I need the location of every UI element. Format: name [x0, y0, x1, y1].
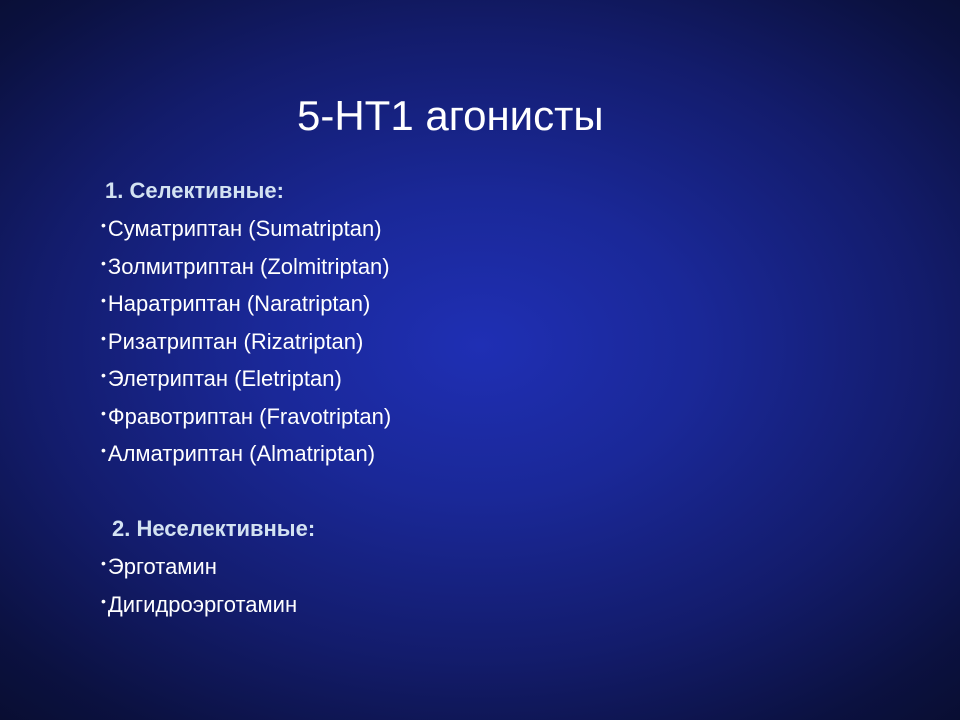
list-item-text: Золмитриптан (Zolmitriptan) [107, 253, 390, 279]
list-item-text: Элетриптан (Eletriptan) [107, 366, 342, 391]
list-item-text: Алматриптан (Almatriptan) [107, 441, 376, 466]
bullet-icon: • [101, 555, 106, 571]
section-heading-selective: 1. Селективные: [105, 178, 284, 203]
list-item-text: Фравотриптан (Fravotriptan) [107, 403, 392, 429]
section-heading-nonselective: 2. Неселективные: [112, 516, 316, 541]
nonselective-drug-list [101, 550, 297, 625]
bullet-icon: • [101, 292, 106, 308]
bullet-icon: • [101, 254, 106, 271]
list-item [101, 250, 391, 288]
list-item [101, 362, 391, 400]
list-item [101, 325, 391, 363]
bullet-icon: • [101, 329, 106, 346]
bullet-icon: • [101, 404, 106, 421]
bullet-icon: • [101, 592, 106, 609]
list-item-text: Суматриптан (Sumatriptan) [107, 216, 382, 241]
list-item [101, 212, 391, 250]
slide-title: 5-HT1 агонисты [297, 92, 604, 139]
list-item [101, 588, 297, 626]
list-item [101, 400, 391, 438]
list-item-text: Дигидроэрготамин [107, 591, 298, 617]
list-item [101, 437, 391, 475]
list-item-text: Эрготамин [107, 554, 217, 579]
list-item-text: Наратриптан (Naratriptan) [107, 291, 371, 316]
bullet-icon: • [101, 442, 106, 458]
bullet-icon: • [101, 367, 106, 383]
list-item-text: Ризатриптан (Rizatriptan) [107, 328, 364, 354]
list-item [101, 287, 391, 325]
bullet-icon: • [101, 217, 106, 233]
list-item [101, 550, 297, 588]
selective-drug-list [101, 212, 391, 475]
